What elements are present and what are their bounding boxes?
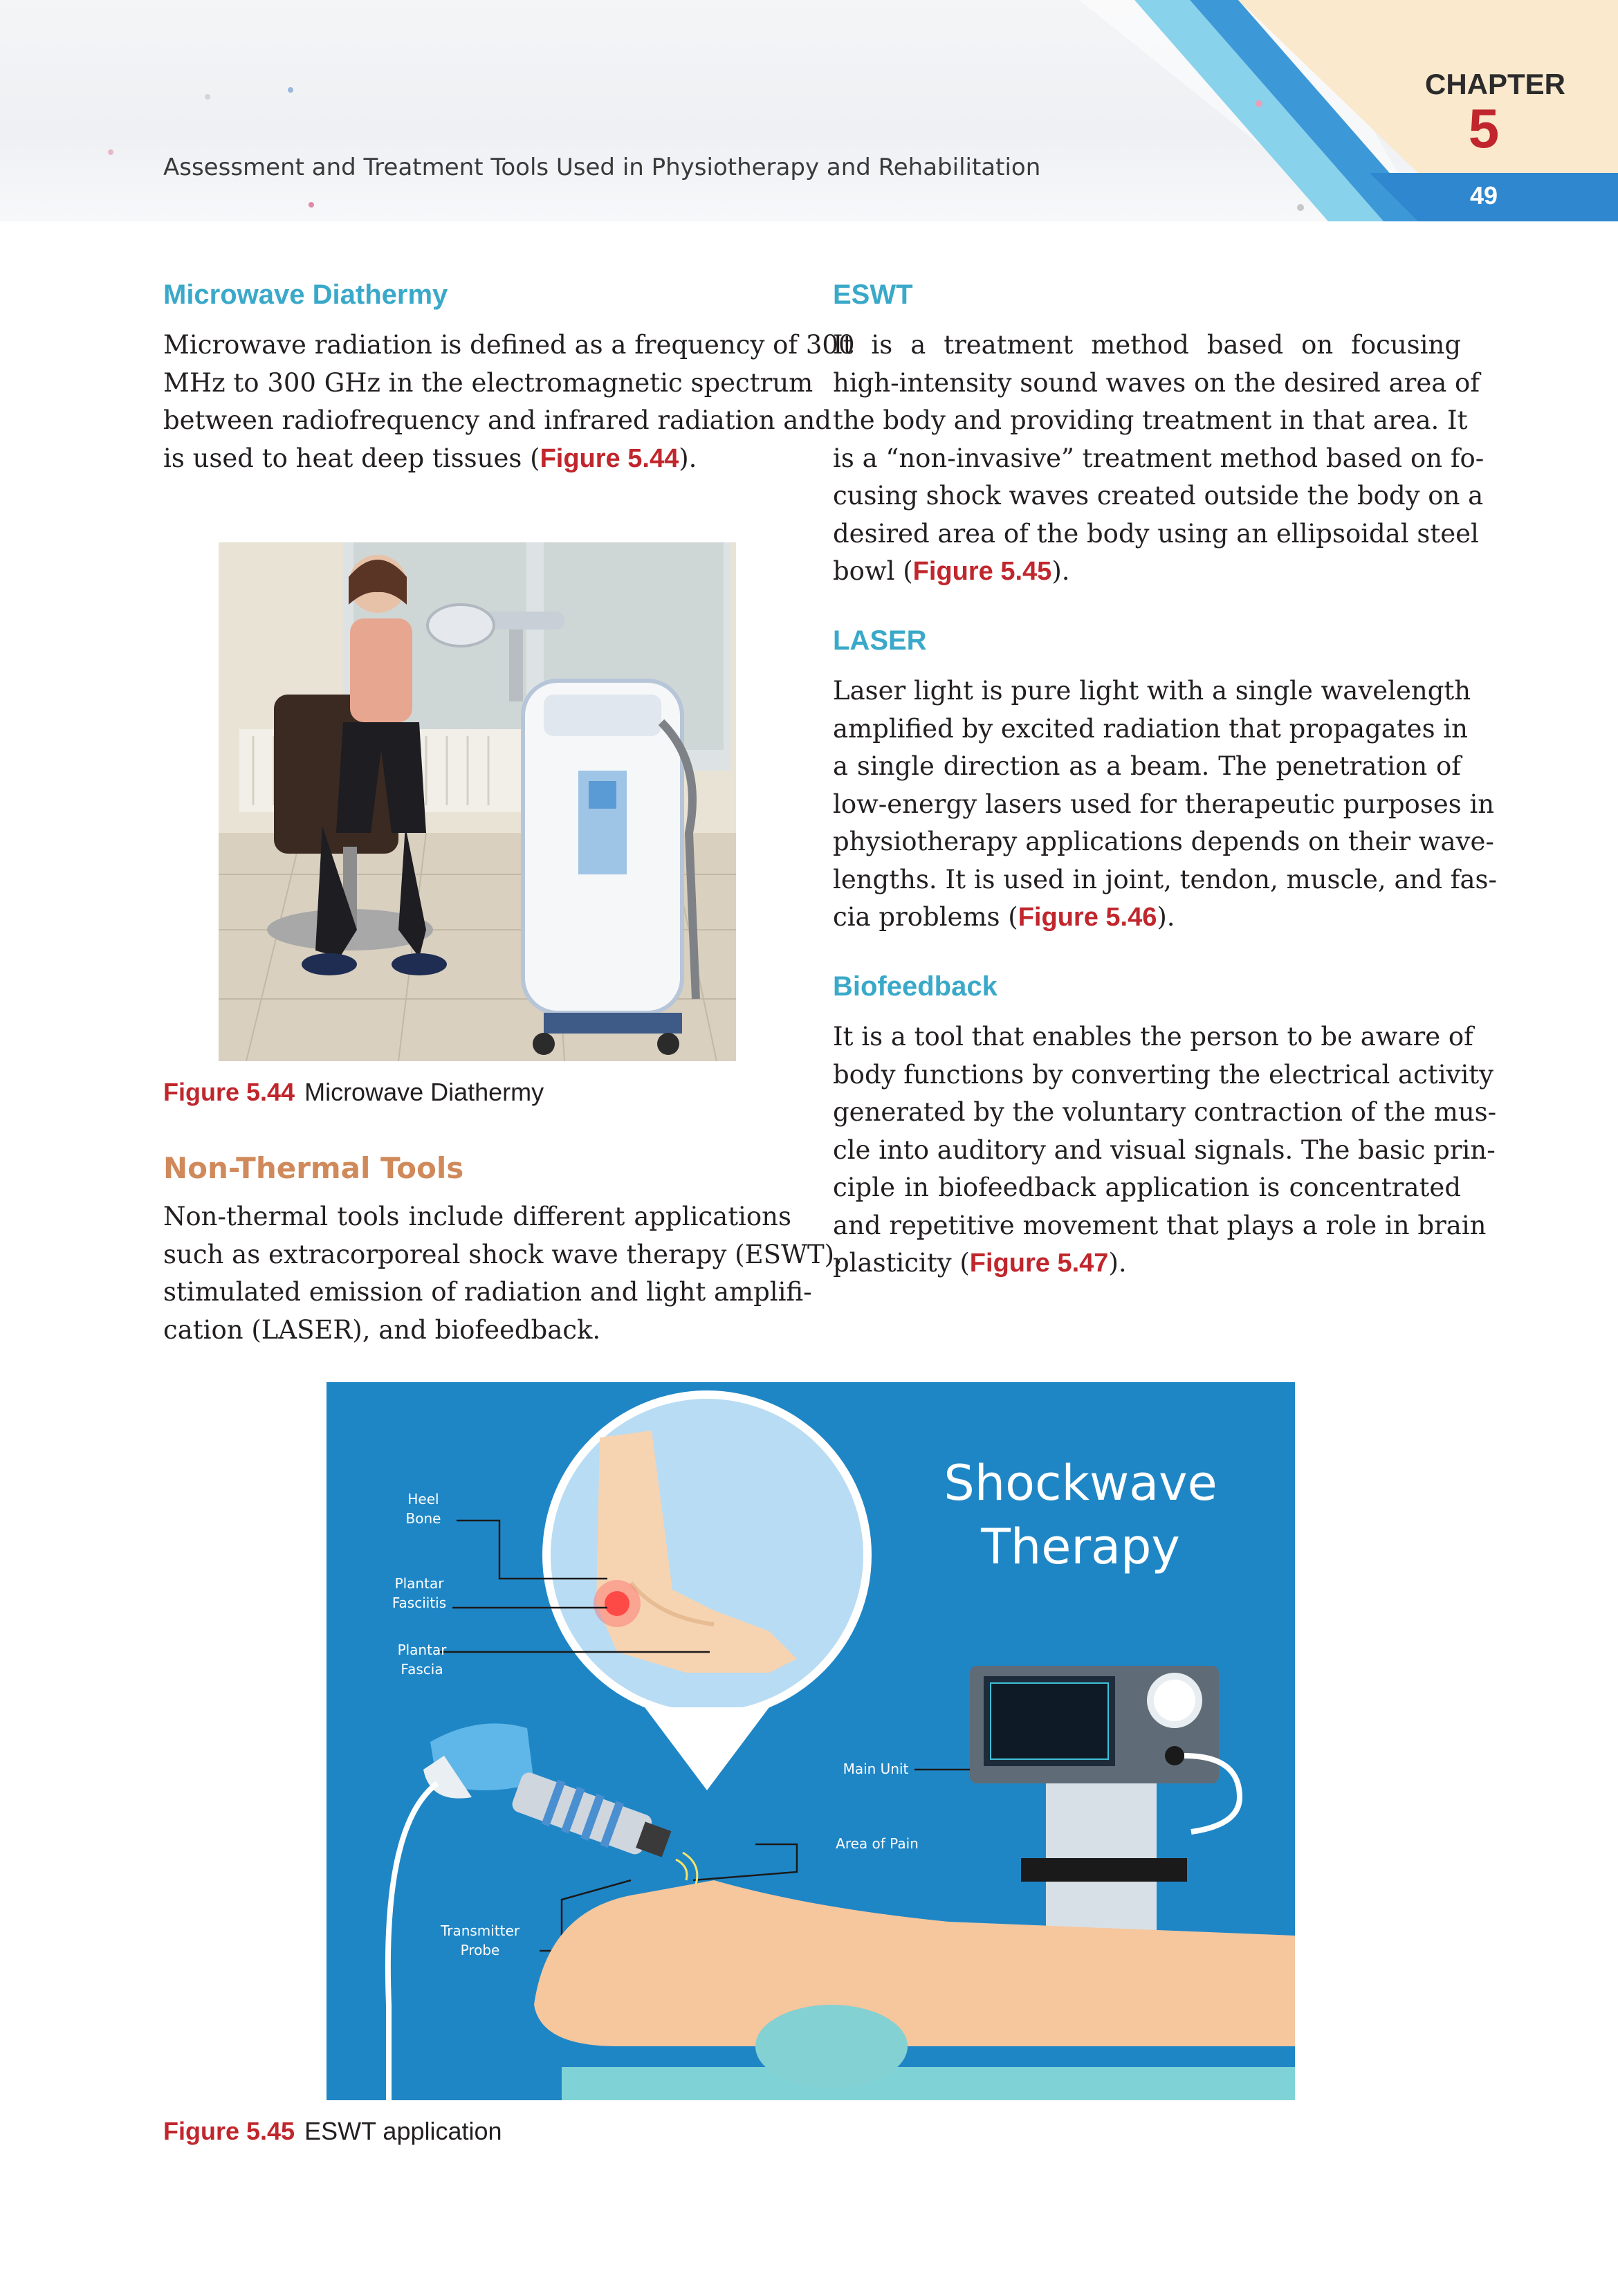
page-number: 49 [1469,181,1498,210]
paragraph-line: generated by the voluntary contraction of the mus- [833,1097,1497,1127]
page-header [0,0,1618,221]
paragraph-line: MHz to 300 GHz in the electromagnetic spectrum [163,367,813,398]
paragraph-line: plasticity (Figure 5.47). [833,1248,1127,1278]
paragraph-line: amplified by excited radiation that propagates in [833,713,1468,744]
paragraph-line: desired area of the body using an ellipsoidal steel [833,518,1479,549]
figure-reference-link[interactable]: Figure 5.45 [912,557,1052,586]
label-main-unit: Main Unit [843,1761,909,1777]
chapter-label: CHAPTER [1425,68,1566,100]
paragraph-line: and repetitive movement that plays a role in brain [833,1210,1487,1240]
chapter-number: 5 [1468,98,1500,159]
label-transmitter-probe-1: Transmitter [440,1922,520,1939]
paragraph-line: body functions by converting the electrical activity [833,1059,1494,1090]
paragraph-line: is used to heat deep tissues (Figure 5.44). [163,443,697,473]
paragraph-line: It is a tool that enables the person to be aware of [833,1022,1473,1051]
paragraph-line: cle into auditory and visual signals. The basic prin- [833,1135,1496,1165]
header-decoration [0,0,1618,221]
eswt-paragraph [833,327,1484,591]
paragraph-line: is a “non-invasive” treatment method based on fo- [833,443,1484,473]
label-area-of-pain: Area of Pain [836,1835,919,1852]
figure-544-caption: Figure 5.44 Microwave Diathermy [163,1078,544,1106]
figure-title-line2: Therapy [981,1518,1180,1575]
running-title: Assessment and Treatment Tools Used in Physiotherapy and Rehabilitation [163,154,1041,181]
shockwave-therapy-illustration [327,1382,1295,2100]
biofeedback-paragraph [833,1018,1497,1283]
figure-label: Figure 5.44 [163,1078,295,1106]
eswt-heading: ESWT [833,279,913,310]
paragraph-line: a single direction as a beam. The penetration of [833,751,1461,781]
microwave-diathermy-photo [219,542,736,1061]
paragraph-line: cation (LASER), and biofeedback. [163,1314,601,1345]
paragraph-line: between radiofrequency and infrared radiation and [163,405,831,435]
label-plantar-fasciitis-1: Plantar [394,1575,444,1592]
paragraph-line: physiotherapy applications depends on their wave- [833,827,1494,856]
non-thermal-heading: Non-Thermal Tools [163,1151,464,1185]
laser-heading: LASER [833,625,927,656]
paragraph-line: the body and providing treatment in that area. It [833,405,1468,435]
label-transmitter-probe-2: Probe [460,1942,500,1958]
non-thermal-paragraph [163,1198,843,1349]
microwave-paragraph [163,327,855,477]
paragraph-line: Microwave radiation is defined as a frequency of 300 [163,330,855,360]
paragraph-line: Non-thermal tools include different applications [163,1202,791,1231]
paragraph-line: It is a treatment method based on focusing [833,330,1461,360]
paragraph-line: low-energy lasers used for therapeutic purposes in [833,789,1495,819]
label-heel-bone-1: Heel [407,1491,439,1507]
figure-reference-link[interactable]: Figure 5.44 [540,443,679,473]
biofeedback-heading: Biofeedback [833,971,998,1002]
paragraph-line: Laser light is pure light with a single wavelength [833,676,1471,706]
paragraph-line: lengths. It is used in joint, tendon, muscle, and fas- [833,864,1498,894]
figure-reference-link[interactable]: Figure 5.46 [1018,903,1157,932]
paragraph-line: cusing shock waves created outside the body on a [833,481,1484,511]
paragraph-line: such as extracorporeal shock wave therapy (ESWT), [163,1239,843,1269]
paragraph-line: ciple in biofeedback application is concentrated [833,1173,1461,1202]
microwave-heading: Microwave Diathermy [163,279,448,310]
figure-title-line1: Shockwave [944,1455,1217,1512]
figure-reference-link[interactable]: Figure 5.47 [969,1249,1109,1278]
paragraph-line: stimulated emission of radiation and light amplifi- [163,1277,812,1307]
label-plantar-fascia-1: Plantar [397,1642,447,1658]
label-plantar-fasciitis-2: Fasciitis [392,1595,447,1611]
label-plantar-fascia-2: Fascia [401,1661,443,1678]
laser-paragraph [833,672,1498,937]
paragraph-line: cia problems (Figure 5.46). [833,902,1175,932]
figure-label: Figure 5.45 [163,2117,295,2145]
paragraph-line: high-intensity sound waves on the desired area of [833,367,1480,398]
paragraph-line: bowl (Figure 5.45). [833,556,1070,586]
label-heel-bone-2: Bone [405,1510,441,1527]
figure-545-caption: Figure 5.45 ESWT application [163,2117,502,2145]
